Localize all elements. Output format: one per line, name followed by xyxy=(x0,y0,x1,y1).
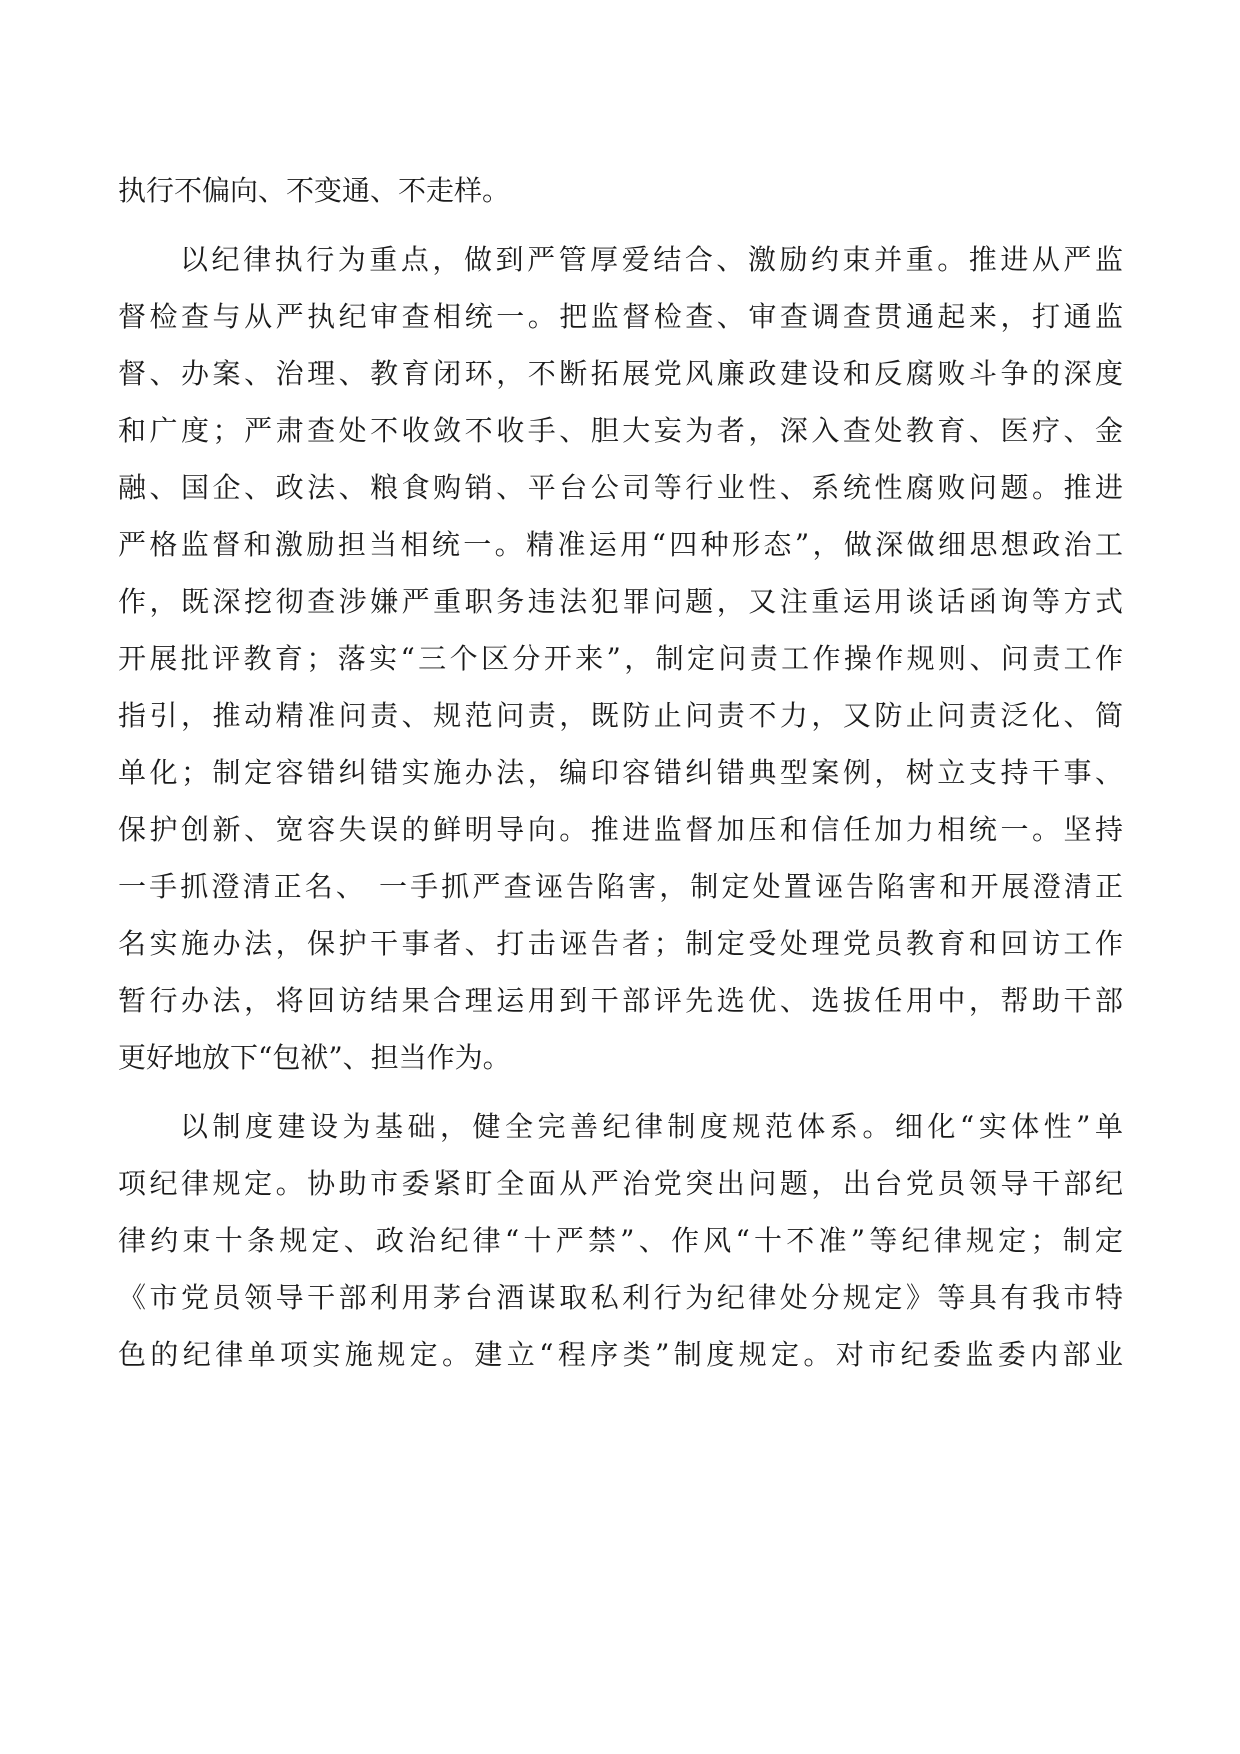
paragraph-2-line-2: 督检查与从严执纪审查相统一。把监督检查、审查调查贯通起来，打通监 xyxy=(118,300,1123,333)
paragraph-2-line-15: 更好地放下“包袱”、担当作为。 xyxy=(118,1041,511,1074)
paragraph-2-line-14: 暂行办法，将回访结果合理运用到干部评先选优、选拔任用中，帮助干部 xyxy=(118,984,1123,1017)
paragraph-2-line-1: 以纪律执行为重点，做到严管厚爱结合、激励约束并重。推进从严监 xyxy=(180,243,1123,276)
paragraph-2-line-6: 严格监督和激励担当相统一。精准运用“四种形态”，做深做细思想政治工 xyxy=(118,528,1123,561)
paragraph-2-line-3: 督、办案、治理、教育闭环，不断拓展党风廉政建设和反腐败斗争的深度 xyxy=(118,357,1123,390)
paragraph-2-line-8: 开展批评教育；落实“三个区分开来”，制定问责工作操作规则、问责工作 xyxy=(118,642,1123,675)
paragraph-3-line-3: 律约束十条规定、政治纪律“十严禁”、作风“十不准”等纪律规定；制定 xyxy=(118,1224,1123,1257)
paragraph-2-line-5: 融、国企、政法、粮食购销、平台公司等行业性、系统性腐败问题。推进 xyxy=(118,471,1123,504)
paragraph-2-line-10: 单化；制定容错纠错实施办法，编印容错纠错典型案例，树立支持干事、 xyxy=(118,756,1123,789)
paragraph-3-line-4: 《市党员领导干部利用茅台酒谋取私利行为纪律处分规定》等具有我市特 xyxy=(118,1281,1123,1314)
paragraph-2-line-12: 一手抓澄清正名、 一手抓严查诬告陷害，制定处置诬告陷害和开展澄清正 xyxy=(118,870,1123,903)
paragraph-2-line-4: 和广度；严肃查处不收敛不收手、胆大妄为者，深入查处教育、医疗、金 xyxy=(118,414,1123,447)
paragraph-1-line-1: 执行不偏向、不变通、不走样。 xyxy=(118,174,511,207)
paragraph-2-line-9: 指引，推动精准问责、规范问责，既防止问责不力，又防止问责泛化、简 xyxy=(118,699,1123,732)
paragraph-3-line-1: 以制度建设为基础，健全完善纪律制度规范体系。细化“实体性”单 xyxy=(180,1110,1123,1143)
paragraph-3-line-5: 色的纪律单项实施规定。建立“程序类”制度规定。对市纪委监委内部业 xyxy=(118,1338,1123,1371)
paragraph-2-line-13: 名实施办法，保护干事者、打击诬告者；制定受处理党员教育和回访工作 xyxy=(118,927,1123,960)
paragraph-3-line-2: 项纪律规定。协助市委紧盯全面从严治党突出问题，出台党员领导干部纪 xyxy=(118,1167,1123,1200)
paragraph-2-line-7: 作，既深挖彻查涉嫌严重职务违法犯罪问题，又注重运用谈话函询等方式 xyxy=(118,585,1123,618)
paragraph-2-line-11: 保护创新、宽容失误的鲜明导向。推进监督加压和信任加力相统一。坚持 xyxy=(118,813,1123,846)
